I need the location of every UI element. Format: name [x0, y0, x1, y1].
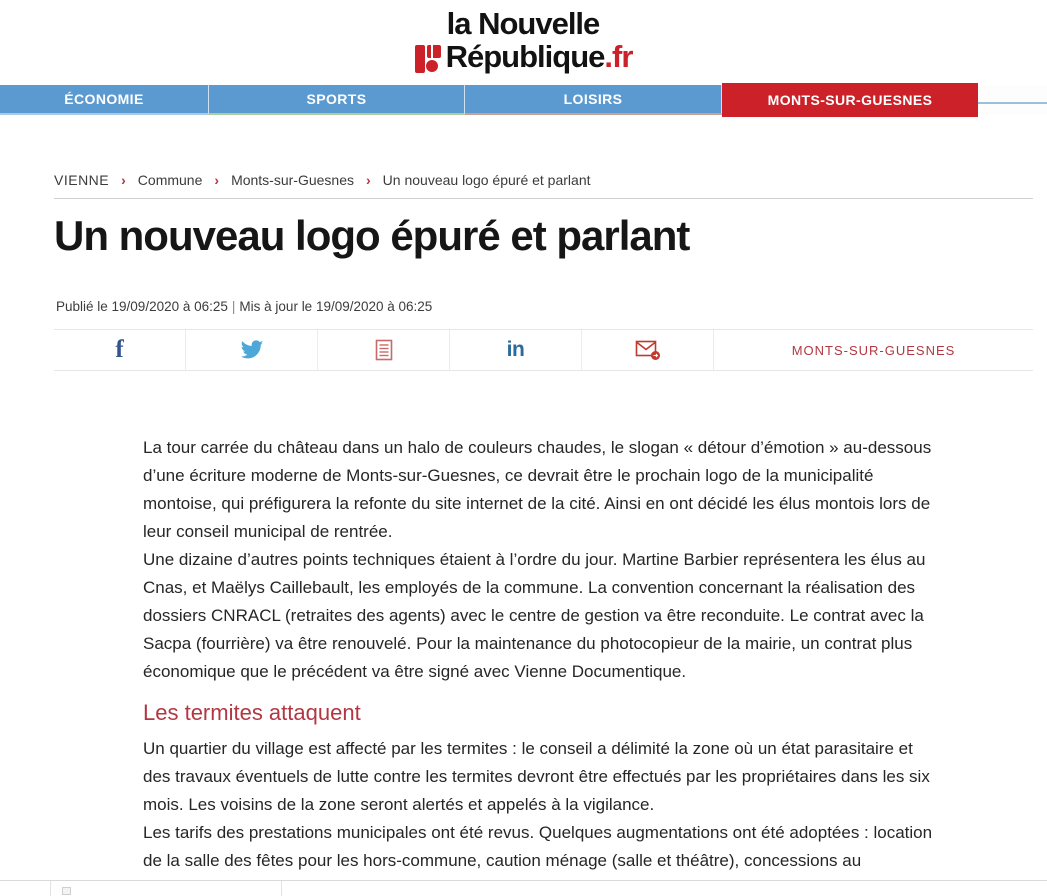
nav-tab-economie[interactable]: ÉCONOMIE [0, 85, 209, 115]
logo-text-line1: la Nouvelle [446, 6, 600, 41]
share-twitter-button[interactable] [186, 330, 318, 370]
share-print-button[interactable] [318, 330, 450, 370]
bottom-bar-divider [281, 881, 282, 896]
share-bar [54, 329, 1033, 371]
facebook-icon: f [115, 336, 124, 363]
nr-logo-icon [415, 45, 441, 73]
paragraph: La tour carrée du château dans un halo de couleurs chaudes, le slogan « détour d’émotion » au-dessous d’une écriture moderne de Monts-sur-Guesnes, ce devrait être le prochain logo de la municipalité montoise, qui préfigurera la refonte du site internet de la cité. Ainsi en ont décidé les élus montois lors de leur conseil municipal de rentrée. [143, 438, 932, 541]
paragraph: Les tarifs des prestations municipales ont été revus. Quelques augmentations ont été adoptées : location de la salle des fêtes pour les hors-commune, caution ménage (salle et théâtre), concessions au [143, 823, 933, 870]
twitter-icon [240, 340, 264, 360]
logo-tld: .fr [604, 39, 633, 74]
nav-tab-loisirs[interactable]: LOISIRS [465, 85, 722, 115]
share-linkedin-button[interactable] [450, 330, 582, 370]
nav-tab-monts-sur-guesnes[interactable]: MONTS-SUR-GUESNES [722, 83, 978, 117]
print-article-icon [375, 339, 393, 361]
section-heading: Les termites attaquent [143, 700, 361, 725]
chevron-right-icon: › [366, 172, 371, 188]
bottom-partial-bar [0, 880, 1047, 896]
logo-text-line2: République [445, 39, 605, 74]
breadcrumb-item-commune[interactable]: Commune [137, 172, 203, 188]
main-nav [0, 85, 1047, 115]
commune-tag-link[interactable] [714, 330, 1033, 370]
breadcrumb [54, 172, 1033, 188]
commune-tag-label: MONTS-SUR-GUESNES [791, 342, 956, 358]
email-icon [635, 339, 661, 361]
site-header [0, 0, 1047, 85]
chevron-right-icon: › [121, 172, 126, 188]
article-body [143, 434, 942, 875]
paragraph: Un quartier du village est affecté par les termites : le conseil a délimité la zone où un état parasitaire et des travaux éventuels de lutte contre les termites devront être effectués par les propriétaires dans les six mois. Les voisins de la zone seront alertés et appelés à la vigilance. [143, 739, 930, 814]
bottom-bar-divider [50, 881, 51, 896]
share-email-button[interactable] [582, 330, 714, 370]
linkedin-icon: in [506, 338, 525, 361]
article-title: Un nouveau logo épuré et parlant [54, 212, 690, 259]
site-logo[interactable] [415, 7, 633, 85]
chevron-right-icon: › [214, 172, 220, 188]
updated-date: Mis à jour le 19/09/2020 à 06:25 [239, 299, 433, 314]
paragraph: Une dizaine d’autres points techniques étaient à l’ordre du jour. Martine Barbier représentera les élus au Cnas, et Maëlys Caillebault, les employés de la commune. La convention concernant la réalisation des dossiers CNRACL (retraites des agents) avec le centre de gestion va être reconduite. Le contrat avec la Sacpa (fourrière) va être renouvelé. Pour la maintenance du photocopieur de la mairie, un contrat plus économique que le précédent va être signé avec Vienne Documentique. [143, 550, 926, 681]
nav-right-filler [978, 85, 1047, 115]
breadcrumb-divider [54, 198, 1033, 199]
published-date: Publié le 19/09/2020 à 06:25 [56, 299, 228, 314]
bottom-bar-mini-icon [62, 887, 71, 895]
breadcrumb-item-vienne[interactable]: VIENNE [54, 172, 110, 188]
share-facebook-button[interactable] [54, 330, 186, 370]
breadcrumb-item-article: Un nouveau logo épuré et parlant [382, 172, 591, 188]
article-meta [56, 299, 432, 314]
nav-tab-sports[interactable]: SPORTS [209, 85, 465, 115]
meta-separator: | [231, 299, 236, 314]
breadcrumb-item-monts-sur-guesnes[interactable]: Monts-sur-Guesnes [231, 172, 354, 188]
